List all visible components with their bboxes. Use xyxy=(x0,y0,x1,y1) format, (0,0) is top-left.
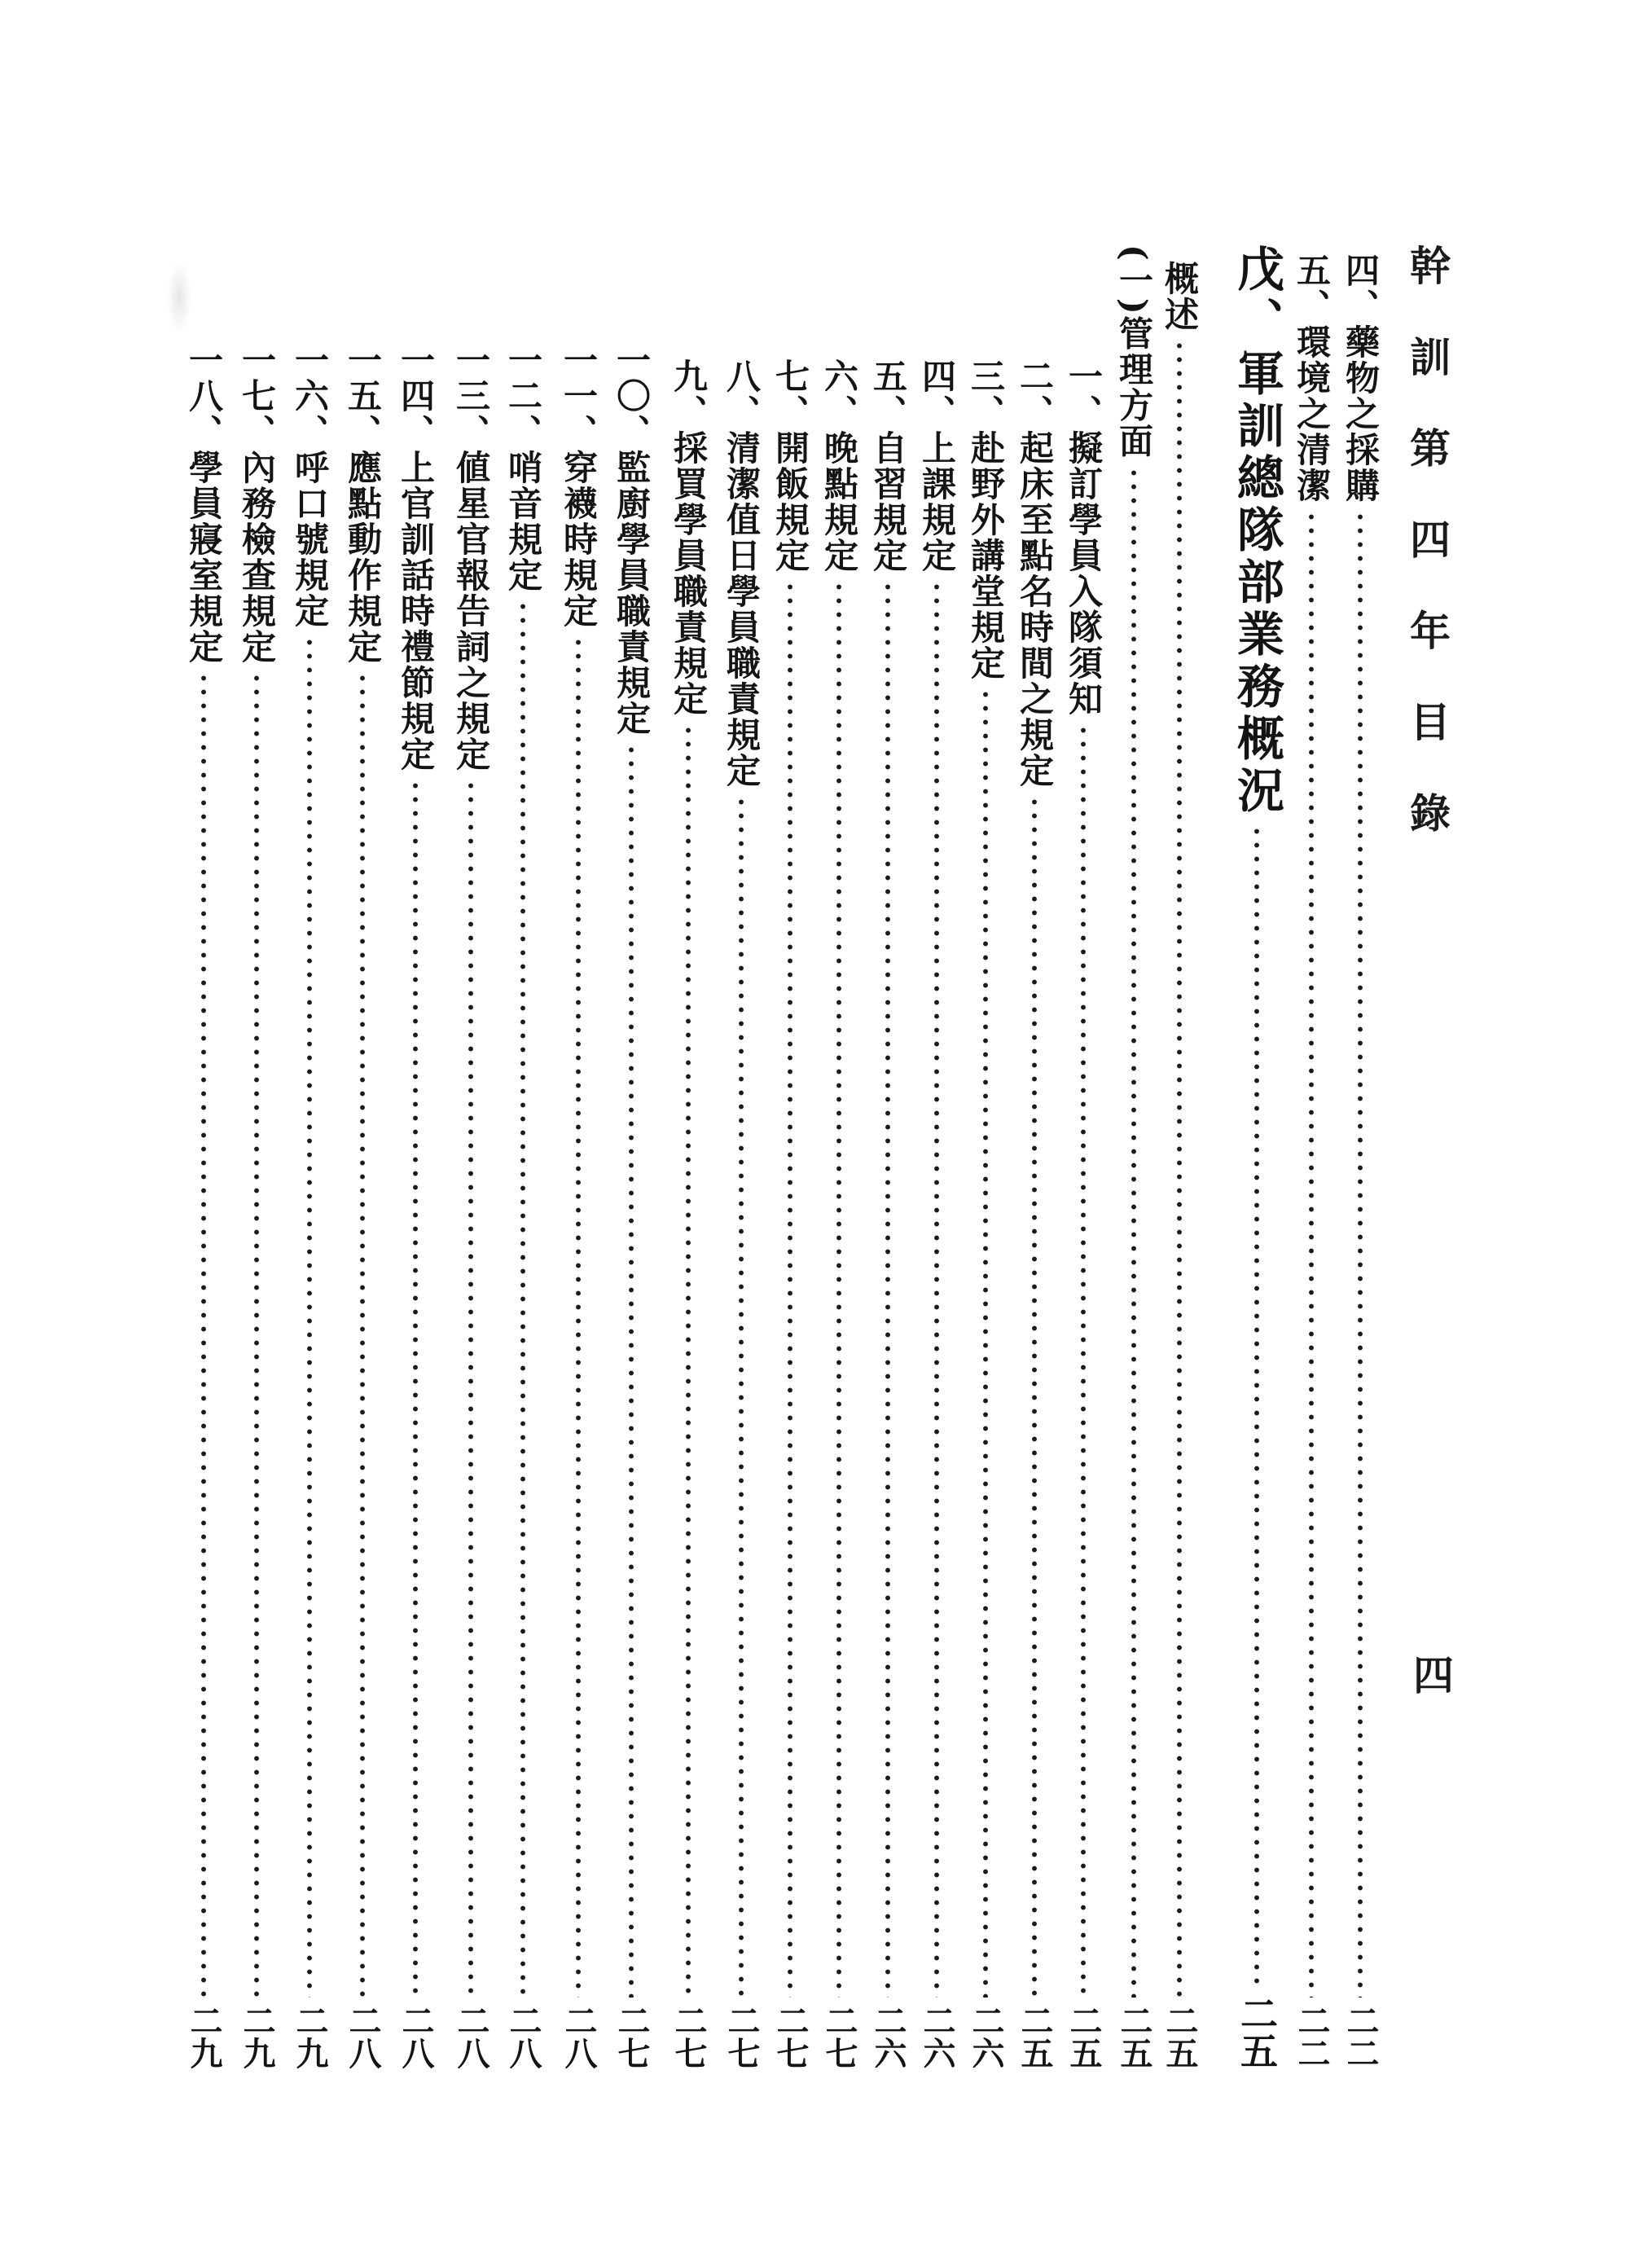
dot-leader xyxy=(411,779,419,1998)
toc-entry xyxy=(1059,358,1108,2069)
toc-entry-page: 二五 xyxy=(1115,2004,1153,2069)
toc-entry-page: 二七 xyxy=(612,2004,651,2069)
toc-entry-title: 八、清潔值日學員職責規定 xyxy=(722,358,762,789)
toc-entry-title: 五、自習規定 xyxy=(868,358,908,574)
dot-leader xyxy=(737,795,745,1998)
dot-leader xyxy=(1175,339,1183,1998)
toc-entry-page: 二八 xyxy=(344,2004,382,2069)
toc-entry xyxy=(179,342,228,2069)
toc-entry-title: 一三、値星官報告詞之規定 xyxy=(451,342,491,772)
dot-leader xyxy=(467,779,475,1998)
dot-leader xyxy=(835,580,843,1998)
toc-entry-title: 一五、應點動作規定 xyxy=(343,342,383,665)
toc-entry xyxy=(554,342,603,2069)
dot-leader xyxy=(1356,510,1364,1998)
toc-entry-title: 概述 xyxy=(1160,261,1200,332)
toc-entry xyxy=(232,342,281,2069)
toc-entry xyxy=(1287,253,1336,2069)
toc-entry xyxy=(1336,253,1385,2069)
toc-entry xyxy=(912,358,961,2069)
toc-entry-page: 二六 xyxy=(869,2004,907,2069)
toc-entry-page: 二七 xyxy=(722,2004,761,2069)
toc-section-heading xyxy=(1224,244,1289,2069)
toc-entry xyxy=(1109,244,1158,2069)
dot-leader xyxy=(786,580,794,1998)
toc-entry-title: (一)管理方面 xyxy=(1114,244,1154,459)
dot-leader xyxy=(1253,824,1261,1988)
toc-entry-page: 二五 xyxy=(1065,2004,1103,2069)
toc-entry-page: 二六 xyxy=(967,2004,1005,2069)
toc-entry-title: 一二、哨音規定 xyxy=(503,342,543,593)
toc-entry-page: 二七 xyxy=(771,2004,810,2069)
toc-entry-page: 二八 xyxy=(560,2004,598,2069)
toc-entry xyxy=(285,342,334,2069)
toc-entry-page: 二八 xyxy=(452,2004,490,2069)
toc-entry-page: 二九 xyxy=(238,2004,276,2069)
dot-leader xyxy=(358,671,367,1998)
toc-entry-title: 二、起床至點名時間之規定 xyxy=(1015,358,1055,789)
toc-entry-title: 五、環境之清潔 xyxy=(1292,253,1332,503)
toc-entry-title: 三、赴野外講堂規定 xyxy=(966,358,1006,681)
toc-entry-page: 二九 xyxy=(185,2004,223,2069)
toc-entry xyxy=(766,358,814,2069)
dot-leader xyxy=(200,671,208,1998)
dot-leader xyxy=(884,580,892,1998)
toc-entry xyxy=(391,342,440,2069)
toc-entry-page: 二八 xyxy=(397,2004,435,2069)
toc-entry-title: 四、上課規定 xyxy=(917,358,957,574)
toc-entry-title: 四、藥物之採購 xyxy=(1341,253,1381,503)
toc-entry-title: 一七、內務檢查規定 xyxy=(237,342,277,665)
toc-entry-page: 二九 xyxy=(291,2004,329,2069)
toc-entry-title: 一四、上官訓話時禮節規定 xyxy=(396,342,436,772)
dot-leader xyxy=(1130,466,1138,1998)
toc-entry xyxy=(717,358,766,2069)
dot-leader xyxy=(305,635,314,1998)
toc-entry-title: 一〇、監廚學員職責規定 xyxy=(612,342,652,736)
toc-entry-page: 二五 xyxy=(1016,2004,1054,2069)
toc-entry-title: 戊、軍訓總隊部業務概況 xyxy=(1229,244,1284,818)
toc-entry-title: 一、擬訂學員入隊須知 xyxy=(1064,358,1104,717)
toc-entry xyxy=(814,358,863,2069)
dot-leader xyxy=(1030,795,1038,1998)
toc-entry xyxy=(863,358,912,2069)
toc-entry xyxy=(446,342,495,2069)
toc-entry-page: 二八 xyxy=(504,2004,542,2069)
toc-entry-title: 一一、穿襪時規定 xyxy=(559,342,599,629)
page-number: 四 xyxy=(1407,1654,1455,1694)
dot-leader xyxy=(574,635,582,1998)
toc-entry xyxy=(1010,358,1059,2069)
toc-entry-page: 二七 xyxy=(820,2004,858,2069)
toc-entry xyxy=(607,342,656,2069)
toc-entry xyxy=(498,342,547,2069)
paper-smudge xyxy=(167,261,191,334)
dot-leader xyxy=(981,688,990,1998)
toc-entry-page: 二五 xyxy=(1235,1994,1279,2069)
toc-entry-page: 二二 xyxy=(1293,2004,1331,2069)
running-head: 幹訓第四年目錄 xyxy=(1403,244,1451,883)
dot-leader xyxy=(627,743,635,1998)
dot-leader xyxy=(1307,510,1315,1998)
toc-entry-title: 一六、呼口號規定 xyxy=(290,342,330,629)
dot-leader xyxy=(252,671,261,1998)
toc-entry xyxy=(961,358,1010,2069)
toc-entry-title: 六、晚點規定 xyxy=(819,358,859,574)
dot-leader xyxy=(933,580,941,1998)
dot-leader xyxy=(684,723,692,1998)
dot-leader xyxy=(1079,723,1087,1998)
toc-entry-page: 二七 xyxy=(670,2004,708,2069)
toc-entry xyxy=(338,342,387,2069)
toc-entry xyxy=(664,358,713,2069)
toc-entry-title: 七、開飯規定 xyxy=(771,358,810,574)
toc-entry xyxy=(1155,261,1204,2069)
dot-leader xyxy=(519,600,527,1998)
toc-entry-title: 九、採買學員職責規定 xyxy=(669,358,709,717)
toc-entry-page: 二二 xyxy=(1341,2004,1380,2069)
toc-entry-page: 二六 xyxy=(918,2004,956,2069)
toc-entry-page: 二五 xyxy=(1161,2004,1199,2069)
toc-entry-title: 一八、學員寢室規定 xyxy=(184,342,224,665)
